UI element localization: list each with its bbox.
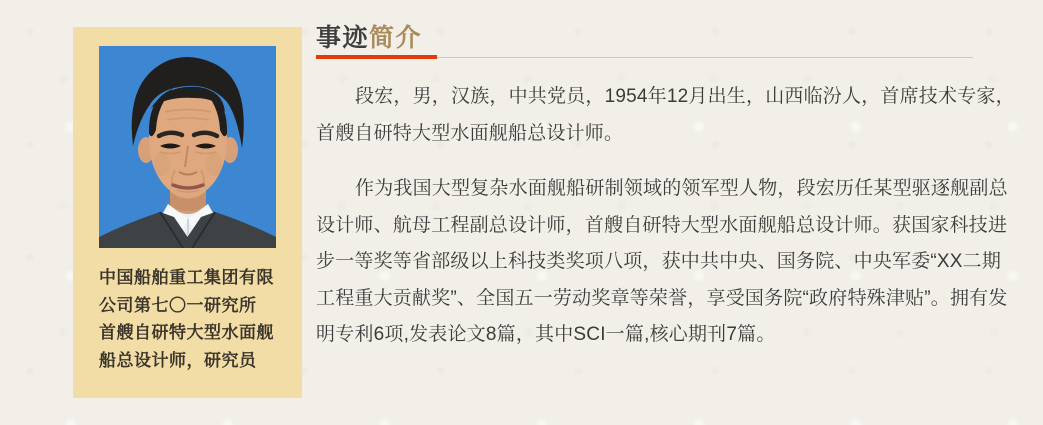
section-title — [316, 22, 422, 54]
bio-text-line: 步一等奖等省部级以上科技类奖项八项，获中共中央、国务院、中央军委“XX二期 — [316, 251, 1002, 272]
section-title-secondary: 简介 — [369, 24, 423, 52]
photo-caption — [99, 264, 284, 374]
profile-photo — [99, 46, 276, 248]
portrait-image — [99, 46, 276, 248]
bio-paragraph-1 — [316, 79, 1015, 152]
bio-text-line: 段宏，男，汉族，中共党员，1954年12月出生，山西临汾人，首席技术专家， — [355, 86, 1015, 107]
caption-line: 首艘自研特大型水面舰 — [99, 323, 274, 342]
bio-text-line: 作为我国大型复杂水面舰船研制领域的领军型人物，段宏历任某型驱逐舰副总 — [355, 178, 1008, 199]
title-underline — [316, 55, 437, 59]
bio-text-line: 明专利6项,发表论文8篇，其中SCI一篇,核心期刊7篇。 — [316, 324, 776, 345]
caption-line: 公司第七〇一研究所 — [99, 295, 257, 315]
bio-paragraph-2 — [316, 171, 1008, 354]
bio-text-line: 设计师、航母工程副总设计师，首艘自研特大型水面舰船总设计师。获国家科技进 — [316, 214, 1008, 236]
bio-text-line: 首艘自研特大型水面舰船总设计师。 — [316, 122, 624, 144]
caption-line: 船总设计师，研究员 — [99, 350, 257, 370]
bio-text-line: 工程重大贡献奖”、全国五一劳动奖章等荣誉，享受国务院“政府特殊津贴”。拥有发 — [316, 287, 1008, 309]
caption-line: 中国船舶重工集团有限 — [99, 268, 274, 287]
profile-card — [73, 27, 302, 398]
section-title-primary: 事迹 — [316, 24, 370, 52]
